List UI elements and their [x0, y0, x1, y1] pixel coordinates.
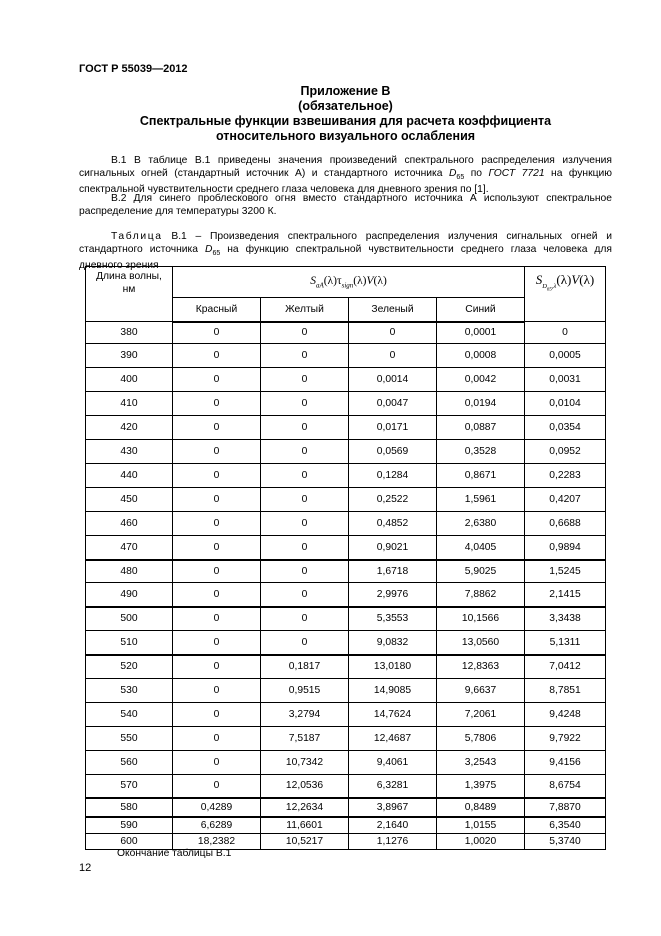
cell-d65: 0,0104 [525, 392, 606, 416]
cell-green: 1,1276 [349, 834, 437, 850]
cell-wavelength: 430 [86, 440, 173, 464]
cell-green: 14,7624 [349, 703, 437, 727]
cell-wavelength: 400 [86, 368, 173, 392]
appendix-title: Приложение В [300, 84, 391, 98]
cell-blue: 9,6637 [437, 679, 525, 703]
cell-wavelength: 470 [86, 536, 173, 560]
cell-blue: 0,0008 [437, 344, 525, 368]
cell-red: 0 [173, 392, 261, 416]
cell-wavelength: 560 [86, 751, 173, 775]
cell-wavelength: 440 [86, 464, 173, 488]
cell-wavelength: 550 [86, 727, 173, 751]
cell-green: 0,0014 [349, 368, 437, 392]
cell-yellow: 0 [261, 631, 349, 655]
cell-red: 0,4289 [173, 798, 261, 817]
cell-blue: 1,3975 [437, 775, 525, 798]
cell-blue: 0,0194 [437, 392, 525, 416]
cell-blue: 12,8363 [437, 655, 525, 679]
cell-red: 0 [173, 679, 261, 703]
cell-red: 6,6289 [173, 817, 261, 834]
cell-wavelength: 540 [86, 703, 173, 727]
cell-red: 0 [173, 703, 261, 727]
table-row [86, 751, 606, 775]
appendix-heading-line1: Спектральные функции взвешивания для расчета коэффициента [139, 114, 552, 128]
col-header-green: Зеленый [349, 298, 437, 322]
cell-red: 0 [173, 560, 261, 583]
cell-blue: 2,6380 [437, 512, 525, 536]
cell-d65: 0,9894 [525, 536, 606, 560]
cell-blue: 0,3528 [437, 440, 525, 464]
cell-yellow: 0 [261, 512, 349, 536]
cell-d65: 1,5245 [525, 560, 606, 583]
table-row [86, 560, 606, 583]
cell-green: 3,8967 [349, 798, 437, 817]
cell-yellow: 0,1817 [261, 655, 349, 679]
table-row [86, 679, 606, 703]
table-row [86, 798, 606, 817]
cell-wavelength: 590 [86, 817, 173, 834]
cell-blue: 0,8671 [437, 464, 525, 488]
cell-wavelength: 450 [86, 488, 173, 512]
cell-wavelength: 410 [86, 392, 173, 416]
table-body [86, 322, 606, 850]
cell-red: 0 [173, 751, 261, 775]
cell-d65: 5,3740 [525, 834, 606, 850]
cell-red: 0 [173, 583, 261, 607]
cell-d65: 3,3438 [525, 607, 606, 631]
cell-blue: 13,0560 [437, 631, 525, 655]
cell-yellow: 0 [261, 392, 349, 416]
cell-yellow: 12,0536 [261, 775, 349, 798]
cell-d65: 0,6688 [525, 512, 606, 536]
cell-green: 6,3281 [349, 775, 437, 798]
cell-red: 0 [173, 631, 261, 655]
table-row [86, 488, 606, 512]
paragraph-b2: В.2 Для синего проблескового огня вместо стандартного источника А используют спектральное распределение для температуры 3200 К. [79, 193, 612, 217]
cell-d65: 0,0354 [525, 416, 606, 440]
cell-d65: 0,0005 [525, 344, 606, 368]
table-row [86, 368, 606, 392]
cell-blue: 0,0001 [437, 322, 525, 344]
cell-yellow: 0 [261, 583, 349, 607]
cell-wavelength: 500 [86, 607, 173, 631]
cell-d65: 8,6754 [525, 775, 606, 798]
table-row [86, 536, 606, 560]
cell-wavelength: 420 [86, 416, 173, 440]
cell-yellow: 0 [261, 488, 349, 512]
cell-green: 2,9976 [349, 583, 437, 607]
cell-d65: 0,4207 [525, 488, 606, 512]
cell-red: 0 [173, 655, 261, 679]
appendix-status: (обязательное) [298, 99, 393, 113]
cell-red: 0 [173, 775, 261, 798]
cell-blue: 7,2061 [437, 703, 525, 727]
cell-d65: 7,8870 [525, 798, 606, 817]
cell-green: 13,0180 [349, 655, 437, 679]
cell-yellow: 0,9515 [261, 679, 349, 703]
cell-blue: 0,8489 [437, 798, 525, 817]
cell-green: 0,9021 [349, 536, 437, 560]
cell-wavelength: 490 [86, 583, 173, 607]
cell-blue: 0,0042 [437, 368, 525, 392]
cell-red: 0 [173, 512, 261, 536]
table-row [86, 512, 606, 536]
table-row [86, 817, 606, 834]
table-row [86, 416, 606, 440]
table-row [86, 727, 606, 751]
cell-green: 9,0832 [349, 631, 437, 655]
cell-yellow: 0 [261, 464, 349, 488]
cell-red: 0 [173, 322, 261, 344]
cell-red: 0 [173, 368, 261, 392]
gost-reference: ГОСТ 7721 [488, 167, 545, 179]
cell-d65: 0 [525, 322, 606, 344]
cell-red: 0 [173, 488, 261, 512]
col-header-red: Красный [173, 298, 261, 322]
cell-wavelength: 380 [86, 322, 173, 344]
cell-yellow: 0 [261, 536, 349, 560]
cell-red: 0 [173, 344, 261, 368]
cell-d65: 9,4156 [525, 751, 606, 775]
cell-blue: 3,2543 [437, 751, 525, 775]
table-row [86, 775, 606, 798]
cell-green: 0,0171 [349, 416, 437, 440]
cell-green: 0,0569 [349, 440, 437, 464]
table-row [86, 655, 606, 679]
table-row [86, 607, 606, 631]
cell-d65: 9,7922 [525, 727, 606, 751]
table-row [86, 392, 606, 416]
cell-red: 18,2382 [173, 834, 261, 850]
cell-d65: 6,3540 [525, 817, 606, 834]
cell-blue: 7,8862 [437, 583, 525, 607]
cell-blue: 5,9025 [437, 560, 525, 583]
cell-green: 5,3553 [349, 607, 437, 631]
cell-yellow: 0 [261, 344, 349, 368]
cell-yellow: 0 [261, 416, 349, 440]
cell-red: 0 [173, 536, 261, 560]
cell-yellow: 11,6601 [261, 817, 349, 834]
cell-red: 0 [173, 607, 261, 631]
cell-wavelength: 570 [86, 775, 173, 798]
cell-yellow: 0 [261, 440, 349, 464]
cell-green: 12,4687 [349, 727, 437, 751]
cell-yellow: 7,5187 [261, 727, 349, 751]
cell-wavelength: 510 [86, 631, 173, 655]
cell-yellow: 3,2794 [261, 703, 349, 727]
cell-yellow: 10,7342 [261, 751, 349, 775]
standard-code: ГОСТ Р 55039—2012 [79, 63, 188, 75]
cell-green: 0,0047 [349, 392, 437, 416]
cell-green: 0 [349, 322, 437, 344]
cell-d65: 8,7851 [525, 679, 606, 703]
cell-d65: 0,0952 [525, 440, 606, 464]
cell-red: 0 [173, 464, 261, 488]
cell-yellow: 10,5217 [261, 834, 349, 850]
cell-blue: 5,7806 [437, 727, 525, 751]
cell-wavelength: 460 [86, 512, 173, 536]
cell-green: 0,2522 [349, 488, 437, 512]
cell-wavelength: 480 [86, 560, 173, 583]
table-end-note: Окончание таблицы В.1 [117, 848, 232, 859]
cell-d65: 2,1415 [525, 583, 606, 607]
col-header-blue: Синий [437, 298, 525, 322]
table-caption: Таблица В.1 – Произведения спектрального распределения излучения сигнальных огней и стандартного источника $D_{65}$ на функцию спектральной чувствительности среднего глаза человека для дневного зрения [79, 231, 613, 272]
table-row [86, 322, 606, 344]
table-row [86, 344, 606, 368]
page-number: 12 [79, 862, 92, 874]
col-header-yellow: Желтый [261, 298, 349, 322]
cell-red: 0 [173, 440, 261, 464]
cell-yellow: 0 [261, 368, 349, 392]
cell-green: 1,6718 [349, 560, 437, 583]
table-row [86, 464, 606, 488]
cell-red: 0 [173, 416, 261, 440]
cell-d65: 0,0031 [525, 368, 606, 392]
table-row [86, 440, 606, 464]
cell-wavelength: 600 [86, 834, 173, 850]
cell-green: 14,9085 [349, 679, 437, 703]
cell-wavelength: 580 [86, 798, 173, 817]
cell-d65: 0,2283 [525, 464, 606, 488]
cell-d65: 9,4248 [525, 703, 606, 727]
cell-red: 0 [173, 727, 261, 751]
table-row [86, 583, 606, 607]
cell-blue: 1,0020 [437, 834, 525, 850]
cell-yellow: 0 [261, 560, 349, 583]
cell-green: 2,1640 [349, 817, 437, 834]
d65-formula-header: $S_{D_{65},\lambda}(\lambda)V(\lambda)$ [525, 267, 606, 322]
cell-d65: 7,0412 [525, 655, 606, 679]
cell-blue: 4,0405 [437, 536, 525, 560]
cell-green: 0 [349, 344, 437, 368]
cell-blue: 10,1566 [437, 607, 525, 631]
cell-wavelength: 390 [86, 344, 173, 368]
cell-blue: 0,0887 [437, 416, 525, 440]
appendix-heading-line2: относительного визуального ослабления [215, 129, 476, 143]
cell-blue: 1,5961 [437, 488, 525, 512]
paragraph-b1: В.1 В таблице В.1 приведены значения произведений спектрального распределения излучения сигнальных огней (стандартный источник А) и стандартного источника $D_{65}$ по ГОСТ 7721 на функцию спектральной чувствительности среднего глаза человека для дневного зрения по [1]. [79, 155, 612, 196]
data-table [85, 266, 606, 850]
cell-yellow: 0 [261, 607, 349, 631]
cell-green: 9,4061 [349, 751, 437, 775]
cell-green: 0,1284 [349, 464, 437, 488]
wavelength-header: Длина волны, нм [86, 267, 173, 322]
cell-yellow: 12,2634 [261, 798, 349, 817]
table-row [86, 703, 606, 727]
cell-blue: 1,0155 [437, 817, 525, 834]
cell-green: 0,4852 [349, 512, 437, 536]
cell-wavelength: 520 [86, 655, 173, 679]
cell-wavelength: 530 [86, 679, 173, 703]
product-formula-header: $S_{aA}(\lambda)\tau_{sign}(\lambda)V(\lambda)$ [173, 267, 525, 298]
cell-d65: 5,1311 [525, 631, 606, 655]
table-row [86, 631, 606, 655]
cell-yellow: 0 [261, 322, 349, 344]
